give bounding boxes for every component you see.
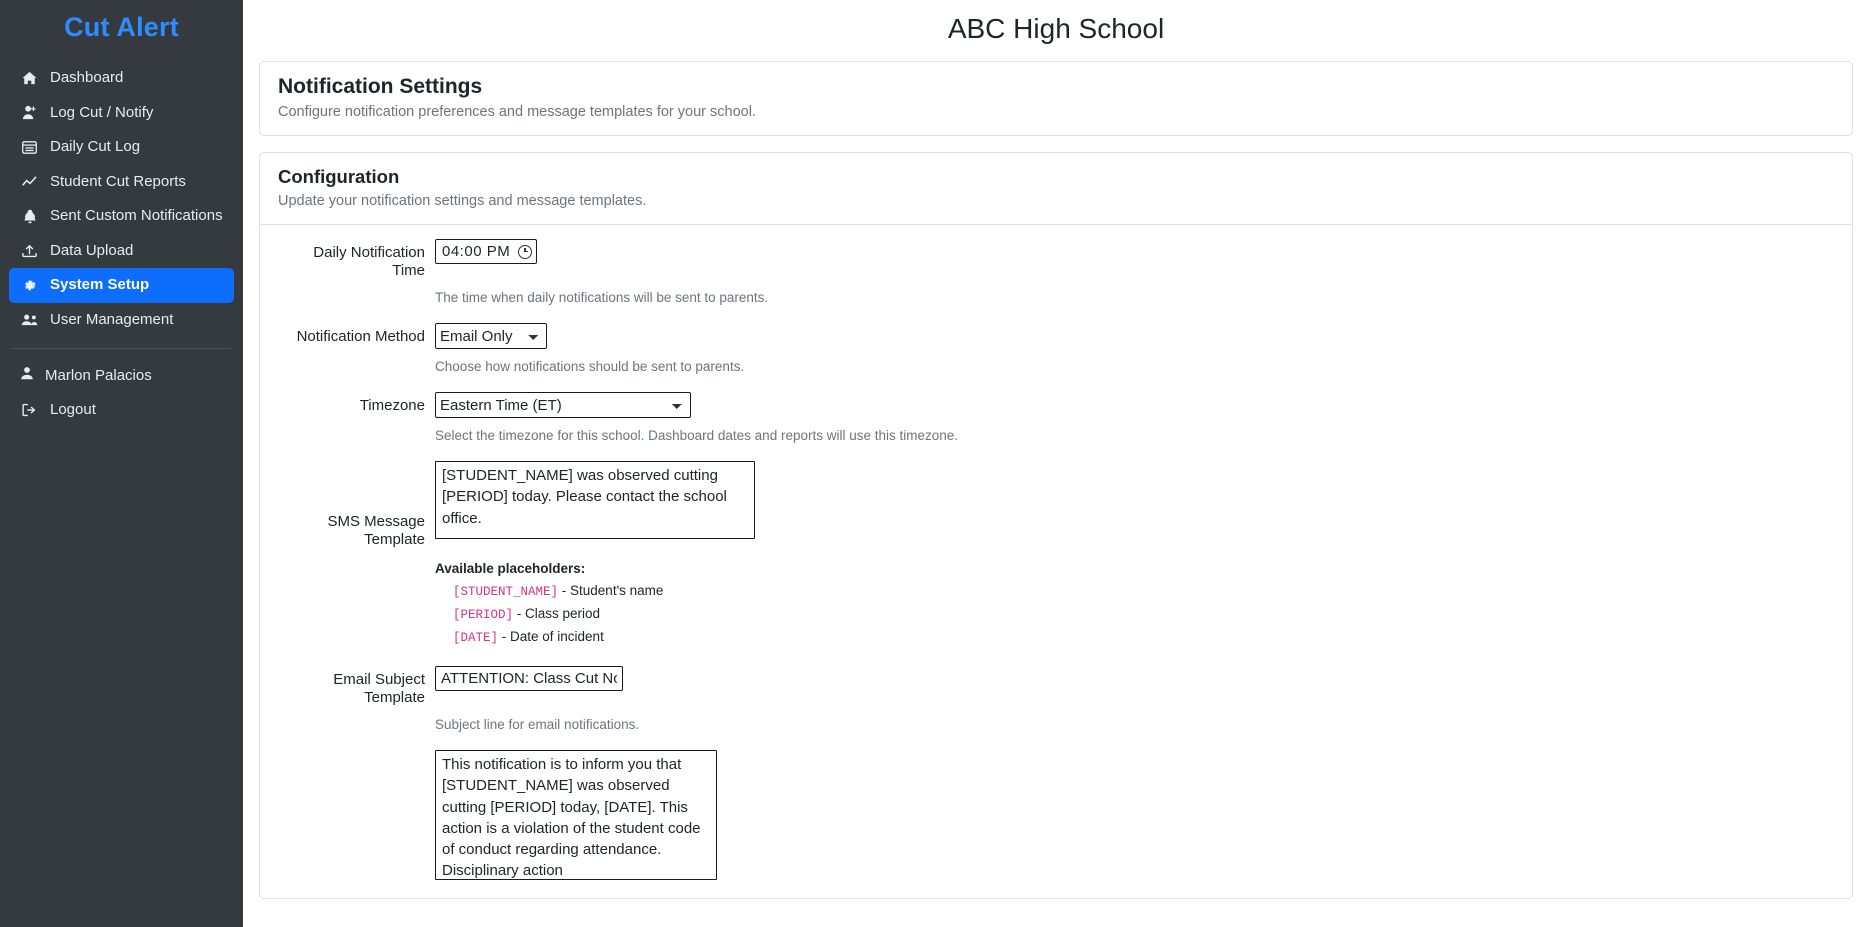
sidebar-item-data-upload[interactable]: [0, 234, 243, 269]
logout-icon: [20, 403, 39, 417]
notification-settings-header: [260, 62, 1852, 135]
configuration-header: [260, 153, 1852, 224]
timezone-select[interactable]: [435, 392, 691, 418]
configuration-subheading: Update your notification settings and message templates.: [278, 193, 647, 209]
daily-notification-time-label: Daily Notification Time: [313, 244, 425, 279]
sidebar-item-daily-cut-log[interactable]: [0, 130, 243, 165]
email-body-textarea[interactable]: [435, 750, 717, 880]
list-item: [453, 606, 1834, 623]
sidebar-item-label: Dashboard: [50, 69, 124, 86]
daily-notification-time-input[interactable]: [435, 239, 537, 264]
placeholders-block: [435, 561, 1834, 646]
sidebar: [0, 0, 243, 927]
daily-notification-time-row: [278, 239, 1834, 280]
clock-icon[interactable]: [518, 245, 532, 259]
sidebar-item-label: Daily Cut Log: [50, 138, 141, 155]
email-body-row: [278, 750, 1834, 880]
bell-icon: [20, 209, 39, 224]
email-subject-help: Subject line for email notifications.: [435, 717, 640, 732]
email-body-label: [278, 750, 435, 755]
sidebar-item-label: Sent Custom Notifications: [50, 207, 223, 224]
email-subject-label: Email Subject Template: [333, 671, 425, 706]
sidebar-item-system-setup[interactable]: [9, 268, 234, 303]
sidebar-item-dashboard[interactable]: [0, 61, 243, 96]
sidebar-divider: [12, 348, 231, 349]
sidebar-item-label: Logout: [50, 401, 96, 418]
placeholder-desc: - Student's name: [558, 583, 664, 598]
notification-settings-heading: Notification Settings: [278, 75, 483, 98]
main-content: [243, 0, 1869, 927]
list-item: [453, 629, 1834, 646]
configuration-heading: Configuration: [278, 166, 400, 187]
notification-method-row: [278, 323, 1834, 349]
daily-notification-time-help: The time when daily notifications will be sent to parents.: [435, 290, 769, 305]
sidebar-current-user-label: Marlon Palacios: [45, 366, 152, 384]
sms-template-label: SMS Message Template: [327, 513, 425, 548]
sidebar-item-label: Log Cut / Notify: [50, 103, 154, 121]
sidebar-item-student-cut-reports[interactable]: [0, 165, 243, 200]
notification-settings-card: [259, 61, 1853, 136]
notification-method-help: Choose how notifications should be sent to parents.: [435, 359, 745, 374]
sidebar-item-logout[interactable]: [0, 393, 243, 428]
configuration-card: [259, 152, 1853, 899]
placeholder-desc: - Date of incident: [498, 629, 604, 644]
placeholders-title: Available placeholders:: [435, 561, 586, 576]
daily-notification-time-value: 04:00 PM: [442, 243, 511, 260]
sidebar-current-user: [0, 357, 243, 393]
upload-icon: [20, 244, 39, 258]
notification-method-label: Notification Method: [296, 328, 425, 345]
email-subject-row: [278, 666, 1834, 707]
chart-line-icon: [20, 175, 39, 189]
email-subject-input[interactable]: [435, 666, 623, 691]
sidebar-item-label: Student Cut Reports: [50, 172, 186, 190]
sms-template-row: [278, 461, 1834, 549]
list-item: [453, 583, 1834, 600]
sidebar-item-label: System Setup: [50, 276, 150, 293]
sms-template-textarea[interactable]: [435, 461, 755, 539]
placeholder-code: [STUDENT_NAME]: [453, 585, 559, 599]
user-icon: [20, 366, 34, 384]
placeholder-code: [DATE]: [453, 631, 499, 645]
placeholder-code: [PERIOD]: [453, 608, 514, 622]
list-icon: [20, 141, 39, 154]
sidebar-nav: [0, 61, 243, 428]
home-icon: [20, 71, 39, 85]
sidebar-item-sent-custom-notifications[interactable]: [0, 199, 243, 234]
sidebar-item-label: Data Upload: [50, 241, 134, 259]
timezone-row: [278, 392, 1834, 418]
users-icon: [20, 313, 39, 326]
notification-method-select[interactable]: [435, 323, 547, 349]
notification-settings-subheading: Configure notification preferences and message templates for your school.: [278, 104, 756, 120]
sidebar-item-label: User Management: [50, 310, 174, 328]
configuration-body: [260, 225, 1852, 898]
sidebar-item-log-cut-notify[interactable]: [0, 96, 243, 131]
timezone-label: Timezone: [359, 397, 425, 414]
page-title: ABC High School: [947, 13, 1165, 44]
placeholder-desc: - Class period: [513, 606, 601, 621]
placeholders-list: [435, 583, 1834, 646]
sidebar-item-user-management[interactable]: [0, 303, 243, 338]
gear-icon: [20, 278, 39, 293]
timezone-help: Select the timezone for this school. Dashboard dates and reports will use this timezone.: [435, 428, 959, 443]
person-add-icon: [20, 105, 39, 120]
app-brand: Cut Alert: [64, 12, 179, 42]
